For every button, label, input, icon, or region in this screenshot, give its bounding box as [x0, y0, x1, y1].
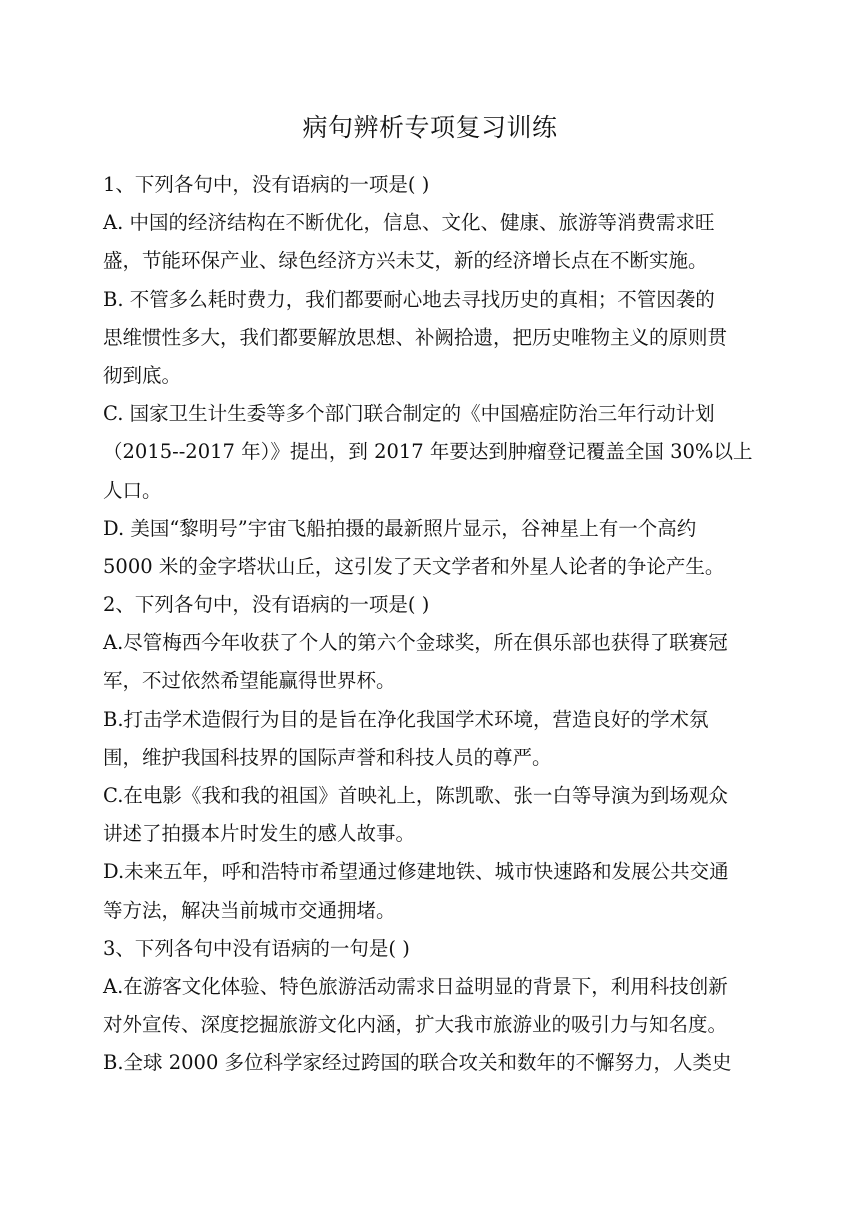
- text-line: C.在电影《我和我的祖国》首映礼上，陈凯歌、张一白等导演为到场观众: [103, 784, 728, 807]
- text-line: 围，维护我国科技界的国际声誉和科技人员的尊严。: [103, 745, 552, 769]
- text-line: 5000 米的金字塔状山丘，这引发了天文学者和外星人论者的争论产生。: [103, 554, 725, 578]
- text-line: 军，不过依然希望能赢得世界杯。: [103, 669, 396, 693]
- text-line: A.在游客文化体验、特色旅游活动需求日益明显的背景下，利用科技创新: [103, 974, 728, 998]
- paragraph: [103, 204, 759, 280]
- paragraph: [103, 968, 759, 1044]
- text-line: 等方法，解决当前城市交通拥堵。: [103, 898, 396, 922]
- text-line: B.全球 2000 多位科学家经过跨国的联合攻关和数年的不懈努力，人类史: [103, 1051, 732, 1075]
- text-line: 1、下列各句中，没有语病的一项是( ): [103, 173, 430, 196]
- paragraph: [103, 777, 759, 853]
- text-line: 2、下列各句中，没有语病的一项是( ): [103, 593, 430, 617]
- text-line: D.未来五年，呼和浩特市希望通过修建地铁、城市快速路和发展公共交通: [103, 860, 729, 884]
- page-title: 病句辨析专项复习训练: [302, 113, 558, 142]
- text-line: 对外宣传、深度挖掘旅游文化内涵，扩大我市旅游业的吸引力与知名度。: [103, 1013, 728, 1037]
- text-line: （2015--2017 年）》提出，到 2017 年要达到肿瘤登记覆盖全国 30%以上: [103, 440, 753, 464]
- paragraph: [103, 586, 759, 624]
- text-line: 思维惯性多大，我们都要解放思想、补阙拾遗，把历史唯物主义的原则贯: [103, 325, 728, 349]
- paragraph: [103, 395, 759, 510]
- text-line: C. 国家卫生计生委等多个部门联合制定的《中国癌症防治三年行动计划: [103, 402, 715, 426]
- paragraph: [103, 510, 759, 586]
- document-body: [103, 166, 759, 1083]
- paragraph: [103, 1044, 759, 1082]
- text-line: 人口。: [103, 478, 162, 502]
- paragraph: [103, 281, 759, 396]
- text-line: 彻到底。: [103, 363, 182, 387]
- paragraph: [103, 853, 759, 929]
- text-line: 3、下列各句中没有语病的一句是( ): [103, 936, 410, 960]
- text-line: 盛，节能环保产业、绿色经济方兴未艾，新的经济增长点在不断实施。: [103, 249, 708, 273]
- text-line: B. 不管多么耗时费力，我们都要耐心地去寻找历史的真相；不管因袭的: [103, 287, 715, 311]
- text-line: A. 中国的经济结构在不断优化，信息、文化、健康、旅游等消费需求旺: [103, 211, 715, 235]
- paragraph: [103, 930, 759, 968]
- paragraph: [103, 166, 759, 204]
- text-line: 讲述了拍摄本片时发生的感人故事。: [103, 822, 416, 846]
- paragraph: [103, 701, 759, 777]
- text-line: B.打击学术造假行为目的是旨在净化我国学术环境，营造良好的学术氛: [103, 707, 709, 731]
- paragraph: [103, 624, 759, 700]
- text-line: D. 美国“黎明号”宇宙飞船拍摄的最新照片显示，谷神星上有一个高约: [103, 516, 697, 540]
- text-line: A.尽管梅西今年收获了个人的第六个金球奖，所在俱乐部也获得了联赛冠: [103, 631, 728, 655]
